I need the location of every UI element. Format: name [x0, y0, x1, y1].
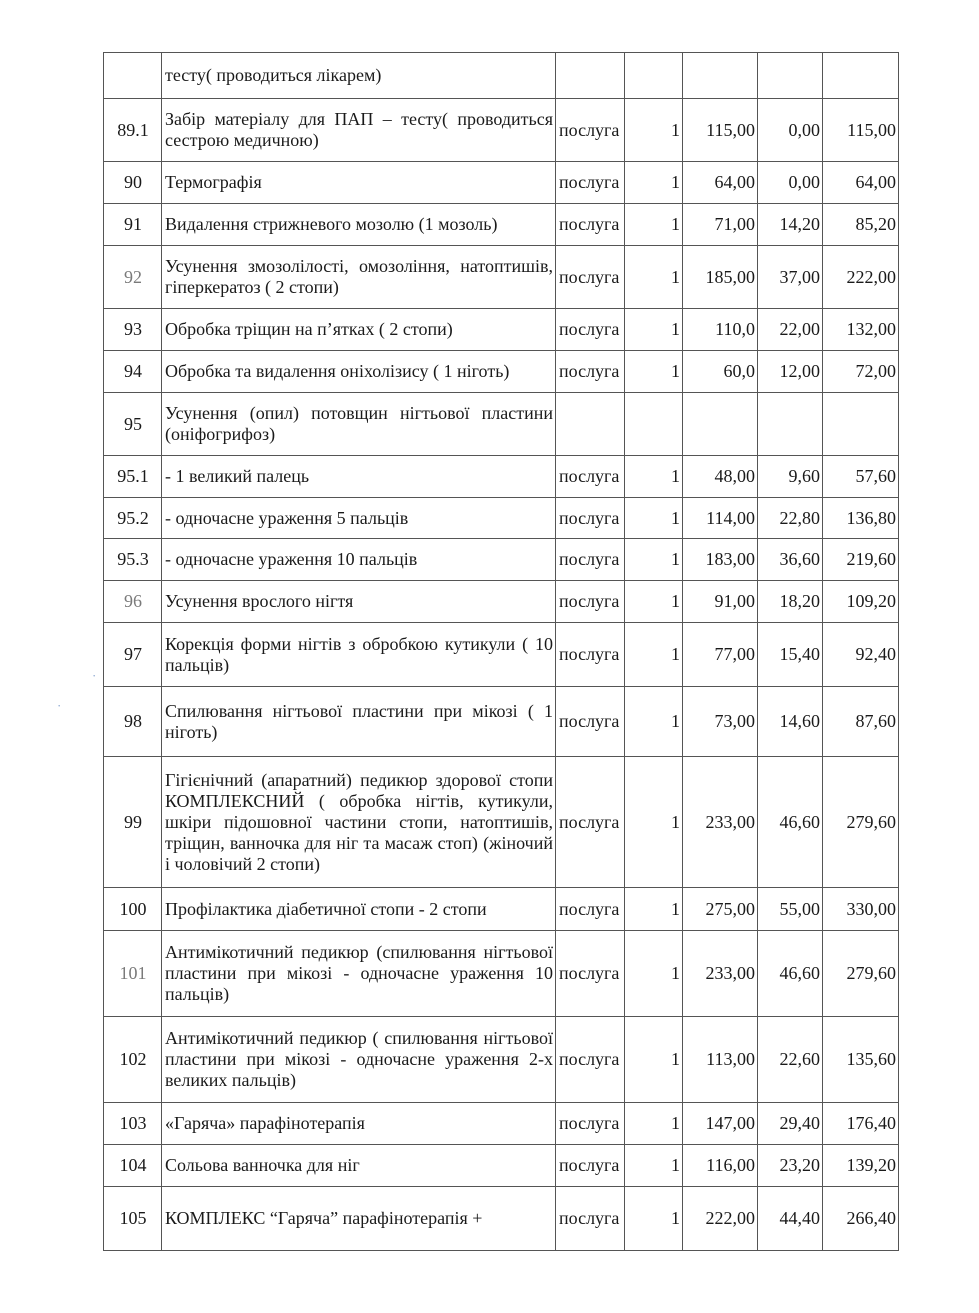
price-cell: 183,00 — [683, 539, 758, 581]
vat-cell: 23,20 — [758, 1145, 823, 1187]
total-cell: 85,20 — [823, 204, 899, 246]
table-row — [104, 162, 899, 204]
table-row — [104, 931, 899, 1017]
row-number: 105 — [104, 1187, 162, 1251]
table-row — [104, 1145, 899, 1187]
price-cell: 116,00 — [683, 1145, 758, 1187]
unit-cell: послуга — [556, 1187, 625, 1251]
total-cell: 57,60 — [823, 456, 899, 498]
price-cell: 147,00 — [683, 1103, 758, 1145]
price-cell — [683, 53, 758, 99]
vat-cell: 22,60 — [758, 1017, 823, 1103]
price-cell: 71,00 — [683, 204, 758, 246]
qty-cell: 1 — [625, 757, 683, 888]
unit-cell: послуга — [556, 162, 625, 204]
table-row — [104, 581, 899, 623]
price-cell: 73,00 — [683, 687, 758, 757]
total-cell: 115,00 — [823, 99, 899, 162]
price-cell: 77,00 — [683, 623, 758, 687]
qty-cell: 1 — [625, 931, 683, 1017]
service-name: Усунення змозолілості, омозоління, натоптишів, гіперкератоз ( 2 стопи) — [162, 246, 556, 309]
unit-cell: послуга — [556, 246, 625, 309]
vat-cell: 37,00 — [758, 246, 823, 309]
vat-cell: 29,40 — [758, 1103, 823, 1145]
price-cell: 275,00 — [683, 888, 758, 931]
row-number: 102 — [104, 1017, 162, 1103]
service-name: Забір матеріалу для ПАП – тесту( проводиться сестрою медичною) — [162, 99, 556, 162]
price-cell: 60,0 — [683, 351, 758, 393]
row-number: 103 — [104, 1103, 162, 1145]
qty-cell — [625, 393, 683, 456]
qty-cell: 1 — [625, 351, 683, 393]
service-name: Термографія — [162, 162, 556, 204]
table-row — [104, 53, 899, 99]
scan-speck: · — [57, 698, 62, 713]
total-cell: 222,00 — [823, 246, 899, 309]
vat-cell: 18,20 — [758, 581, 823, 623]
qty-cell: 1 — [625, 581, 683, 623]
total-cell — [823, 53, 899, 99]
service-name: Усунення (опил) потовщин нігтьової пластини (оніфогрифоз) — [162, 393, 556, 456]
unit-cell: послуга — [556, 456, 625, 498]
service-name: Профілактика діабетичної стопи - 2 стопи — [162, 888, 556, 931]
qty-cell: 1 — [625, 888, 683, 931]
unit-cell: послуга — [556, 1103, 625, 1145]
total-cell: 132,00 — [823, 309, 899, 351]
service-name: - одночасне ураження 10 пальців — [162, 539, 556, 581]
service-name: Гігієнічний (апаратний) педикюр здорової стопи КОМПЛЕКСНИЙ ( обробка нігтів, кутикули, шкіри підошовної частини стопи, натоптишів, тріщин, ванночка для ніг та масаж стоп) (жіночий і чоловічий 2 стопи) — [162, 757, 556, 888]
qty-cell: 1 — [625, 539, 683, 581]
total-cell — [823, 393, 899, 456]
price-cell: 222,00 — [683, 1187, 758, 1251]
vat-cell: 0,00 — [758, 99, 823, 162]
qty-cell: 1 — [625, 1145, 683, 1187]
vat-cell: 44,40 — [758, 1187, 823, 1251]
table-row — [104, 309, 899, 351]
row-number: 90 — [104, 162, 162, 204]
qty-cell: 1 — [625, 456, 683, 498]
vat-cell — [758, 53, 823, 99]
unit-cell: послуга — [556, 687, 625, 757]
unit-cell: послуга — [556, 99, 625, 162]
table-row — [104, 888, 899, 931]
qty-cell — [625, 53, 683, 99]
row-number: 95.2 — [104, 498, 162, 539]
unit-cell: послуга — [556, 757, 625, 888]
service-name: Спилювання нігтьової пластини при мікозі ( 1 ніготь) — [162, 687, 556, 757]
unit-cell — [556, 393, 625, 456]
qty-cell: 1 — [625, 204, 683, 246]
price-cell — [683, 393, 758, 456]
row-number: 89.1 — [104, 99, 162, 162]
unit-cell: послуга — [556, 581, 625, 623]
unit-cell: послуга — [556, 539, 625, 581]
table-row — [104, 757, 899, 888]
price-cell: 233,00 — [683, 757, 758, 888]
unit-cell: послуга — [556, 931, 625, 1017]
unit-cell — [556, 53, 625, 99]
table-row — [104, 204, 899, 246]
service-name: КОМПЛЕКС “Гаряча” парафінотерапія + — [162, 1187, 556, 1251]
service-name: - одночасне ураження 5 пальців — [162, 498, 556, 539]
price-cell: 64,00 — [683, 162, 758, 204]
service-name: Видалення стрижневого мозолю (1 мозоль) — [162, 204, 556, 246]
qty-cell: 1 — [625, 623, 683, 687]
table-row — [104, 1017, 899, 1103]
table-row — [104, 539, 899, 581]
total-cell: 92,40 — [823, 623, 899, 687]
unit-cell: послуга — [556, 1017, 625, 1103]
qty-cell: 1 — [625, 1187, 683, 1251]
table-row — [104, 456, 899, 498]
vat-cell: 12,00 — [758, 351, 823, 393]
vat-cell: 22,00 — [758, 309, 823, 351]
qty-cell: 1 — [625, 99, 683, 162]
price-list-table — [103, 52, 899, 1251]
vat-cell: 55,00 — [758, 888, 823, 931]
unit-cell: послуга — [556, 623, 625, 687]
table-row — [104, 1187, 899, 1251]
row-number: 101 — [104, 931, 162, 1017]
price-cell: 233,00 — [683, 931, 758, 1017]
service-name: Сольова ванночка для ніг — [162, 1145, 556, 1187]
total-cell: 72,00 — [823, 351, 899, 393]
row-number: 95.1 — [104, 456, 162, 498]
price-cell: 185,00 — [683, 246, 758, 309]
unit-cell: послуга — [556, 498, 625, 539]
total-cell: 279,60 — [823, 757, 899, 888]
table-row — [104, 687, 899, 757]
unit-cell: послуга — [556, 204, 625, 246]
table-row — [104, 99, 899, 162]
unit-cell: послуга — [556, 888, 625, 931]
table-row — [104, 393, 899, 456]
vat-cell: 46,60 — [758, 757, 823, 888]
table-row — [104, 351, 899, 393]
total-cell: 87,60 — [823, 687, 899, 757]
price-cell: 113,00 — [683, 1017, 758, 1103]
total-cell: 136,80 — [823, 498, 899, 539]
price-cell: 48,00 — [683, 456, 758, 498]
row-number: 100 — [104, 888, 162, 931]
row-number — [104, 53, 162, 99]
service-name: тесту( проводиться лікарем) — [162, 53, 556, 99]
total-cell: 139,20 — [823, 1145, 899, 1187]
qty-cell: 1 — [625, 309, 683, 351]
vat-cell: 15,40 — [758, 623, 823, 687]
service-name: «Гаряча» парафінотерапія — [162, 1103, 556, 1145]
row-number: 93 — [104, 309, 162, 351]
unit-cell: послуга — [556, 309, 625, 351]
vat-cell: 14,20 — [758, 204, 823, 246]
row-number: 96 — [104, 581, 162, 623]
table-row — [104, 246, 899, 309]
service-name: Антимікотичний педикюр (спилювання нігтьової пластини при мікозі - одночасне ураження 10 пальців) — [162, 931, 556, 1017]
unit-cell: послуга — [556, 1145, 625, 1187]
service-name: Корекція форми нігтів з обробкою кутикули ( 10 пальців) — [162, 623, 556, 687]
price-cell: 110,0 — [683, 309, 758, 351]
service-name: Усунення врослого нігтя — [162, 581, 556, 623]
row-number: 94 — [104, 351, 162, 393]
qty-cell: 1 — [625, 1103, 683, 1145]
total-cell: 266,40 — [823, 1187, 899, 1251]
total-cell: 330,00 — [823, 888, 899, 931]
qty-cell: 1 — [625, 1017, 683, 1103]
total-cell: 135,60 — [823, 1017, 899, 1103]
qty-cell: 1 — [625, 687, 683, 757]
total-cell: 219,60 — [823, 539, 899, 581]
vat-cell — [758, 393, 823, 456]
service-name: Обробка тріщин на п’ятках ( 2 стопи) — [162, 309, 556, 351]
service-name: Обробка та видалення оніхолізису ( 1 ніготь) — [162, 351, 556, 393]
table-row — [104, 623, 899, 687]
total-cell: 176,40 — [823, 1103, 899, 1145]
row-number: 95.3 — [104, 539, 162, 581]
table-row — [104, 1103, 899, 1145]
unit-cell: послуга — [556, 351, 625, 393]
row-number: 98 — [104, 687, 162, 757]
qty-cell: 1 — [625, 162, 683, 204]
vat-cell: 9,60 — [758, 456, 823, 498]
scan-speck: · — [92, 668, 97, 683]
vat-cell: 46,60 — [758, 931, 823, 1017]
total-cell: 279,60 — [823, 931, 899, 1017]
price-cell: 115,00 — [683, 99, 758, 162]
service-name: Антимікотичний педикюр ( спилювання нігтьової пластини при мікозі - одночасне ураження 2-х великих пальців) — [162, 1017, 556, 1103]
service-name: - 1 великий палець — [162, 456, 556, 498]
vat-cell: 14,60 — [758, 687, 823, 757]
row-number: 92 — [104, 246, 162, 309]
vat-cell: 22,80 — [758, 498, 823, 539]
row-number: 97 — [104, 623, 162, 687]
price-cell: 91,00 — [683, 581, 758, 623]
row-number: 91 — [104, 204, 162, 246]
total-cell: 109,20 — [823, 581, 899, 623]
total-cell: 64,00 — [823, 162, 899, 204]
qty-cell: 1 — [625, 498, 683, 539]
table-row — [104, 498, 899, 539]
row-number: 99 — [104, 757, 162, 888]
qty-cell: 1 — [625, 246, 683, 309]
row-number: 95 — [104, 393, 162, 456]
row-number: 104 — [104, 1145, 162, 1187]
vat-cell: 0,00 — [758, 162, 823, 204]
price-cell: 114,00 — [683, 498, 758, 539]
vat-cell: 36,60 — [758, 539, 823, 581]
